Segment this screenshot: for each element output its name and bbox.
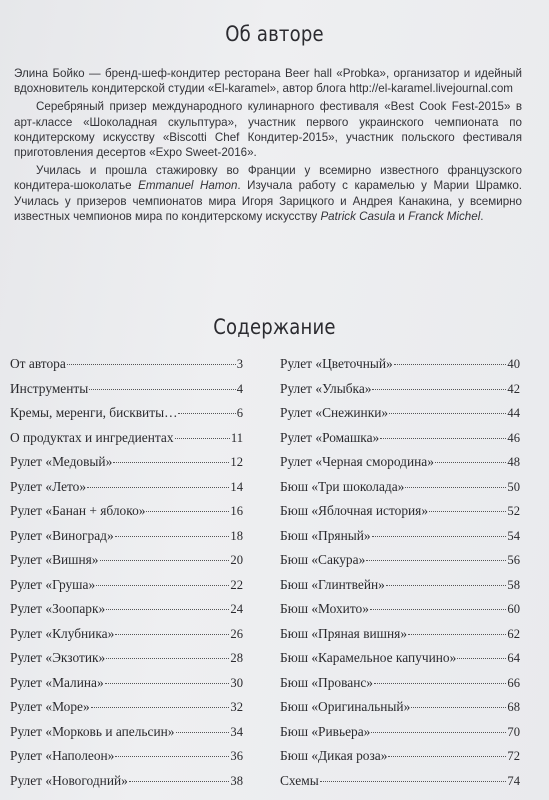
toc-entry-page: 48 <box>507 455 520 469</box>
toc-entry-page: 3 <box>236 357 243 371</box>
toc-entry-page: 40 <box>507 357 520 371</box>
toc-entry-page: 26 <box>230 626 243 641</box>
toc-entry-page: 74 <box>507 773 520 788</box>
toc-entry <box>280 650 520 675</box>
toc-entry-label: Рулет «Банан + яблоко» <box>10 503 146 518</box>
toc-dot-leader <box>106 658 229 659</box>
toc-entry <box>10 528 243 553</box>
toc-entry-label: Бюш «Ривьера» <box>280 723 371 739</box>
toc-column-left <box>10 356 243 797</box>
toc-entry-label: Рулет «Улыбка» <box>280 380 372 396</box>
toc-dot-leader <box>178 413 235 414</box>
toc-entry-page: 4 <box>236 381 243 396</box>
toc-entry-label: Рулет «Вишня» <box>10 552 99 567</box>
toc-dot-leader <box>100 560 230 561</box>
toc-entry-label: Рулет «Малина» <box>10 674 104 690</box>
toc-entry-page: 52 <box>507 504 520 518</box>
toc-entry-label: Рулет «Лето» <box>10 478 87 494</box>
toc-entry <box>280 454 520 479</box>
toc-entry-label: Рулет «Виноград» <box>10 527 114 543</box>
about-p3-name-michel: Franck Michel <box>408 209 481 223</box>
toc-entry <box>280 601 520 626</box>
toc-dot-leader <box>105 683 230 684</box>
about-author-text <box>14 66 522 227</box>
toc-entry-page: 36 <box>230 749 243 763</box>
toc-entry-label: Рулет «Море» <box>10 699 90 714</box>
toc-dot-leader <box>115 536 230 537</box>
toc-entry-page: 54 <box>507 528 520 543</box>
toc-entry-label: Бюш «Сакура» <box>280 552 366 567</box>
toc-entry-label: Бюш «Дикая роза» <box>280 748 388 763</box>
toc-entry-label: О продуктах и ингредиентах <box>10 429 174 445</box>
about-paragraph-3 <box>14 163 522 224</box>
toc-dot-leader <box>370 609 506 610</box>
toc-entry <box>280 479 520 504</box>
toc-entry-label: Бюш «Глинтвейн» <box>280 576 385 592</box>
toc-entry-page: 42 <box>507 381 520 396</box>
toc-entry-page: 11 <box>230 430 243 445</box>
toc-entry-label: Бюш «Прованс» <box>280 674 374 690</box>
toc-entry-page: 44 <box>507 406 520 420</box>
toc-entry-page: 56 <box>507 553 520 567</box>
toc-entry-page: 64 <box>507 651 520 665</box>
toc-entry <box>10 503 243 528</box>
toc-dot-leader <box>106 609 229 610</box>
toc-entry-label: Бюш «Оригинальный» <box>280 699 411 714</box>
toc-entry <box>280 577 520 602</box>
toc-entry-label: Рулет «Морковь и апельсин» <box>10 723 175 739</box>
toc-entry-label: Бюш «Три шоколада» <box>280 478 405 494</box>
toc-entry-label: Бюш «Яблочная история» <box>280 503 429 518</box>
about-paragraph-2: Серебряный призер международного кулинарного фестиваля «Best Cook Fest-2015» в арт-классе «Шоколадная скульптура», участник первого украинского чемпионата по кондитерскому искусству «Biscotti Chef Кондитер-2015», участник польского фестиваля приготовления десертов «Expo Sweet-2016». <box>14 100 522 160</box>
toc-entry-page: 20 <box>230 553 243 567</box>
toc-dot-leader <box>371 732 506 733</box>
toc-entry-page: 34 <box>230 724 243 739</box>
toc-dot-leader <box>176 732 230 733</box>
toc-dot-leader <box>435 462 506 463</box>
toc-entry <box>10 601 243 626</box>
toc-dot-leader <box>115 756 229 757</box>
toc-dot-leader <box>113 462 229 463</box>
about-p3-name-hamon: Emmanuel Hamon <box>138 179 238 193</box>
toc-entry-label: Бюш «Пряная вишня» <box>280 625 408 641</box>
toc-dot-leader <box>146 511 229 512</box>
toc-entry-page: 58 <box>507 577 520 592</box>
toc-entry-label: Рулет «Груша» <box>10 576 96 592</box>
toc-dot-leader <box>129 781 230 782</box>
toc-entry-label: Рулет «Новогодний» <box>10 772 128 788</box>
toc-entry-label: Рулет «Цветочный» <box>280 356 393 371</box>
toc-entry-page: 28 <box>230 651 243 665</box>
toc-entry-page: 24 <box>230 602 243 616</box>
toc-entry <box>280 356 520 381</box>
toc-dot-leader <box>408 634 506 635</box>
toc-dot-leader <box>388 756 506 757</box>
toc-entry <box>10 577 243 602</box>
toc-entry-page: 22 <box>230 577 243 592</box>
toc-entry <box>10 356 243 381</box>
toc-entry <box>10 699 243 724</box>
toc-entry <box>10 650 243 675</box>
toc-entry <box>10 626 243 651</box>
toc-entry-label: Инструменты <box>10 380 89 396</box>
toc-entry-page: 18 <box>230 528 243 543</box>
toc-dot-leader <box>389 413 506 414</box>
toc-entry <box>280 773 520 798</box>
toc-entry-page: 12 <box>230 455 243 469</box>
toc-entry-page: 70 <box>507 724 520 739</box>
toc-entry-label: Бюш «Карамельное капучино» <box>280 650 457 665</box>
toc-entry <box>280 430 520 455</box>
toc-dot-leader <box>87 487 229 488</box>
toc-entry <box>280 724 520 749</box>
toc-dot-leader <box>91 707 230 708</box>
toc-entry <box>280 503 520 528</box>
toc-dot-leader <box>394 364 507 365</box>
toc-entry-label: Рулет «Зоопарк» <box>10 601 106 616</box>
toc-entry <box>280 626 520 651</box>
toc-column-right <box>280 356 520 797</box>
toc-dot-leader <box>411 707 506 708</box>
toc-entry-label: Рулет «Черная смородина» <box>280 454 434 469</box>
toc-dot-leader <box>457 658 506 659</box>
toc-entry <box>10 773 243 798</box>
toc-entry <box>280 381 520 406</box>
toc-entry-label: Схемы <box>280 772 319 788</box>
toc-entry <box>10 748 243 773</box>
toc-dot-leader <box>374 683 506 684</box>
toc-entry <box>10 381 243 406</box>
toc-entry <box>280 699 520 724</box>
toc-entry <box>280 552 520 577</box>
toc-entry-label: Рулет «Наполеон» <box>10 748 115 763</box>
toc-entry-label: Рулет «Медовый» <box>10 454 113 469</box>
toc-entry <box>280 405 520 430</box>
toc-entry-page: 6 <box>236 406 243 420</box>
about-p3-text-a: Училась и прошла стажировку во Франции у всемирно известного французского кондитера-шоколатье <box>14 164 522 193</box>
toc-entry-label: Бюш «Пряный» <box>280 527 371 543</box>
toc-entry-page: 38 <box>230 773 243 788</box>
toc-dot-leader <box>366 560 506 561</box>
toc-entry-label: Кремы, меренги, бисквиты… <box>10 405 178 420</box>
toc-dot-leader <box>175 438 230 439</box>
toc-entry <box>10 724 243 749</box>
about-p3-text-d: . <box>480 209 484 223</box>
toc-entry <box>10 430 243 455</box>
toc-entry-page: 50 <box>507 479 520 494</box>
toc-entry-page: 68 <box>507 700 520 714</box>
toc-entry-page: 14 <box>230 479 243 494</box>
toc-entry-label: От автора <box>10 356 66 371</box>
about-p3-name-casula: Patrick Casula <box>320 209 396 223</box>
toc-entry-label: Бюш «Мохито» <box>280 601 369 616</box>
toc-entry <box>280 675 520 700</box>
toc-dot-leader <box>67 364 236 365</box>
toc-dot-leader <box>405 487 506 488</box>
toc-entry-page: 62 <box>507 626 520 641</box>
toc-dot-leader <box>372 536 507 537</box>
toc-entry-page: 66 <box>507 675 520 690</box>
toc-entry-label: Рулет «Клубника» <box>10 625 115 641</box>
about-paragraph-1: Элина Бойко — бренд-шеф-кондитер ресторана Beer hall «Probka», организатор и идейный вдохновитель кондитерской студии «El-karamel», автор блога http://el-karamel.livejournal.com <box>14 67 522 96</box>
about-author-heading: Об авторе <box>225 22 324 46</box>
toc-entry <box>10 454 243 479</box>
about-p3-text-b: . Изучала работу с карамелью у Марии Шрамко. Училась у призеров чемпионатов мира Игоря Зарицкого и Андрея Канакина, у всемирно известных чемпионов мира по кондитерскому искусству <box>14 179 522 223</box>
toc-entry-page: 46 <box>507 430 520 445</box>
about-p3-text-c: и <box>395 209 409 223</box>
toc-entry-page: 32 <box>230 700 243 714</box>
toc-dot-leader <box>320 781 507 782</box>
toc-entry <box>10 675 243 700</box>
toc-entry-page: 72 <box>507 749 520 763</box>
toc-dot-leader <box>386 585 507 586</box>
toc-entry <box>10 552 243 577</box>
toc-entry <box>280 748 520 773</box>
toc-entry <box>280 528 520 553</box>
contents-heading: Содержание <box>213 315 336 339</box>
toc-entry-page: 16 <box>230 504 243 518</box>
toc-dot-leader <box>89 389 235 390</box>
toc-dot-leader <box>372 389 506 390</box>
toc-dot-leader <box>429 511 506 512</box>
toc-dot-leader <box>96 585 229 586</box>
toc-entry-label: Рулет «Ромашка» <box>280 429 380 445</box>
toc-entry-page: 60 <box>507 602 520 616</box>
toc-dot-leader <box>115 634 229 635</box>
toc-entry <box>10 479 243 504</box>
toc-entry-label: Рулет «Снежинки» <box>280 405 389 420</box>
toc-entry-page: 30 <box>230 675 243 690</box>
toc-dot-leader <box>380 438 506 439</box>
toc-entry-label: Рулет «Экзотик» <box>10 650 106 665</box>
toc-entry <box>10 405 243 430</box>
